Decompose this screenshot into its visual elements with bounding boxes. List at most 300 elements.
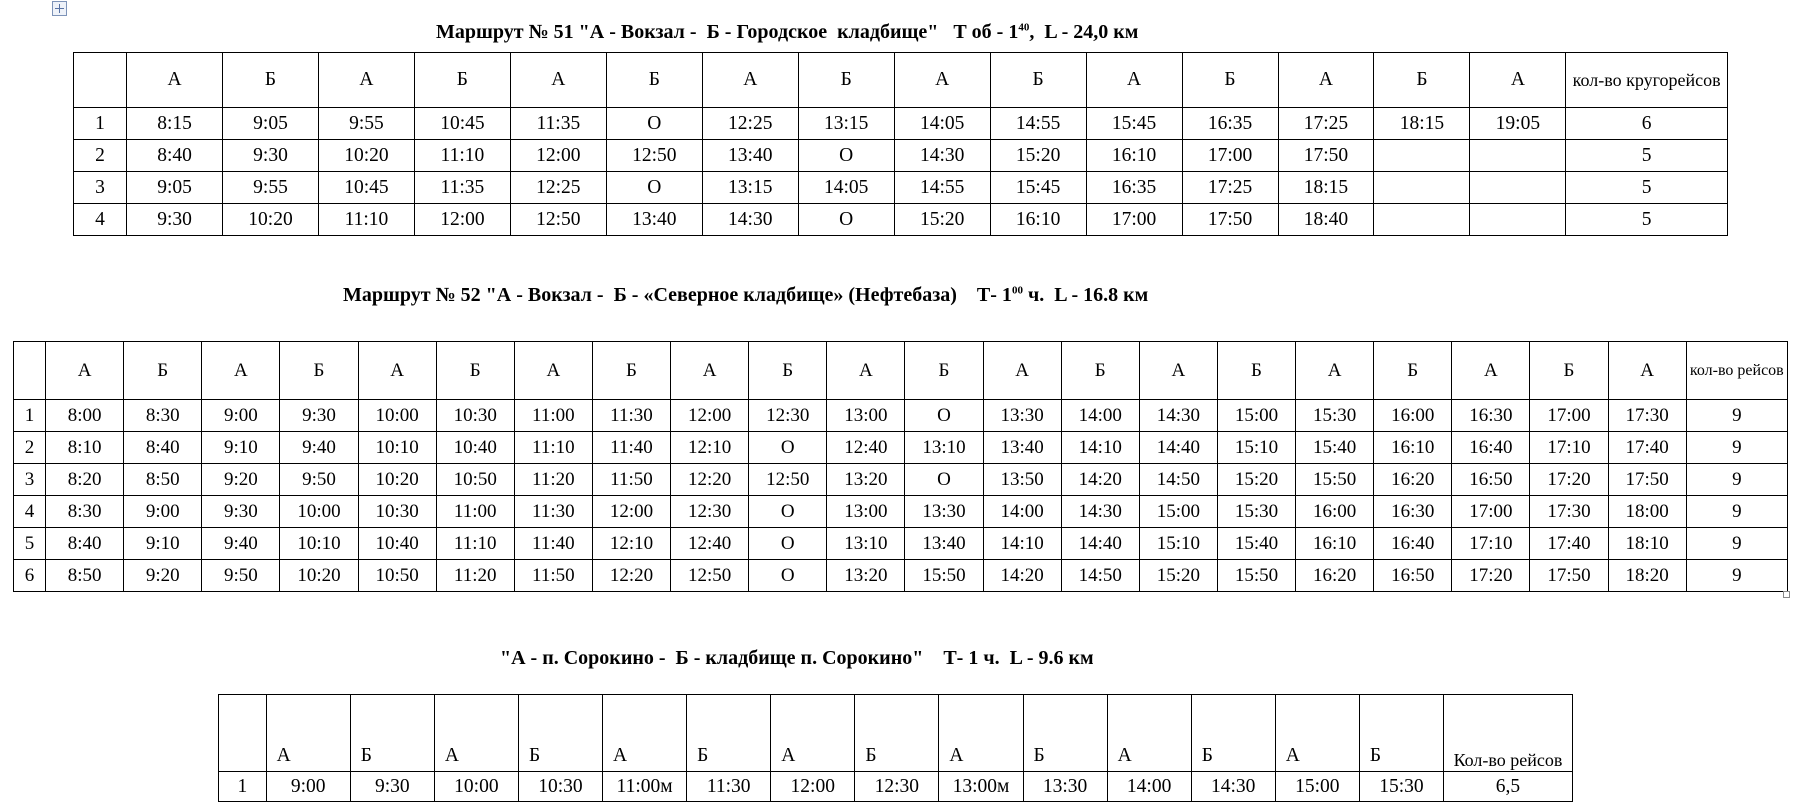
stop-header-cell: А — [318, 53, 414, 108]
departure-time-cell: 9:30 — [280, 400, 358, 432]
departure-time-cell: 9:10 — [202, 432, 280, 464]
departure-time-cell: 14:30 — [894, 140, 990, 172]
departure-time-cell: 12:40 — [671, 528, 749, 560]
trip-count-cell: 6 — [1566, 108, 1728, 140]
trip-count-cell: 6,5 — [1443, 772, 1572, 802]
departure-time-cell: 9:50 — [202, 560, 280, 592]
header-row — [219, 695, 1573, 772]
table-row — [219, 772, 1573, 802]
departure-time-cell: 10:40 — [358, 528, 436, 560]
stop-header-cell: Б — [1191, 695, 1275, 772]
departure-time-cell: 11:30 — [514, 496, 592, 528]
departure-time-cell: 11:50 — [514, 560, 592, 592]
departure-time-cell: 14:10 — [983, 528, 1061, 560]
departure-time-cell: 15:30 — [1359, 772, 1443, 802]
stop-header-cell: А — [983, 342, 1061, 400]
table-row — [74, 108, 1728, 140]
departure-time-cell: 9:55 — [318, 108, 414, 140]
departure-time-cell: 15:40 — [1217, 528, 1295, 560]
departure-time-cell: О — [749, 528, 827, 560]
departure-time-cell: 13:00 — [827, 400, 905, 432]
stop-header-cell: А — [46, 342, 124, 400]
departure-time-cell — [1470, 204, 1566, 236]
departure-time-cell: 16:10 — [990, 204, 1086, 236]
departure-time-cell: 11:10 — [318, 204, 414, 236]
departure-time-cell: 11:35 — [510, 108, 606, 140]
departure-time-cell: 8:30 — [124, 400, 202, 432]
departure-time-cell: 11:00 — [436, 496, 514, 528]
departure-time-cell: 16:30 — [1452, 400, 1530, 432]
stop-header-cell: А — [1107, 695, 1191, 772]
departure-time-cell: 13:50 — [983, 464, 1061, 496]
departure-time-cell: 16:10 — [1296, 528, 1374, 560]
stop-header-cell: Б — [1530, 342, 1608, 400]
departure-time-cell: 14:00 — [1061, 400, 1139, 432]
route52-table — [13, 341, 1788, 592]
departure-time-cell: 12:40 — [827, 432, 905, 464]
route52-title: Маршрут № 52 "А - Вокзал - Б - «Северное кладбище» (Нефтебаза) Т- $1^{00}$ ч. L - 16.8 км — [343, 284, 1149, 306]
departure-time-cell: 17:25 — [1182, 172, 1278, 204]
stop-header-cell: Б — [436, 342, 514, 400]
departure-time-cell: 12:10 — [671, 432, 749, 464]
header-corner-cell — [14, 342, 46, 400]
row-number-cell: 4 — [74, 204, 127, 236]
departure-time-cell: О — [905, 400, 983, 432]
departure-time-cell: 14:40 — [1139, 432, 1217, 464]
departure-time-cell: 14:30 — [1191, 772, 1275, 802]
departure-time-cell: 8:40 — [124, 432, 202, 464]
departure-time-cell: 19:05 — [1470, 108, 1566, 140]
route51-table — [73, 52, 1728, 236]
stop-header-cell: Б — [606, 53, 702, 108]
departure-time-cell: 12:00 — [671, 400, 749, 432]
departure-time-cell: 12:10 — [592, 528, 670, 560]
departure-time-cell: О — [798, 140, 894, 172]
departure-time-cell: 13:40 — [905, 528, 983, 560]
departure-time-cell: 13:30 — [1023, 772, 1107, 802]
departure-time-cell: 12:30 — [855, 772, 939, 802]
stop-header-cell: Б — [592, 342, 670, 400]
table-row — [14, 560, 1788, 592]
departure-time-cell: 14:05 — [894, 108, 990, 140]
departure-time-cell: 17:00 — [1530, 400, 1608, 432]
stop-header-cell: А — [939, 695, 1023, 772]
stop-header-cell: Б — [1061, 342, 1139, 400]
departure-time-cell: 14:00 — [1107, 772, 1191, 802]
stop-header-cell: А — [514, 342, 592, 400]
departure-time-cell: 9:20 — [202, 464, 280, 496]
departure-time-cell: 9:10 — [124, 528, 202, 560]
departure-time-cell: 15:00 — [1217, 400, 1295, 432]
row-number-cell: 1 — [14, 400, 46, 432]
departure-time-cell: 13:30 — [983, 400, 1061, 432]
departure-time-cell: 17:40 — [1608, 432, 1686, 464]
stop-header-cell: А — [1608, 342, 1686, 400]
departure-time-cell: О — [749, 560, 827, 592]
departure-time-cell: 17:20 — [1530, 464, 1608, 496]
departure-time-cell: 15:10 — [1217, 432, 1295, 464]
departure-time-cell: О — [606, 108, 702, 140]
stop-header-cell: А — [1086, 53, 1182, 108]
departure-time-cell: 14:50 — [1061, 560, 1139, 592]
departure-time-cell: 16:00 — [1374, 400, 1452, 432]
departure-time-cell: 17:30 — [1608, 400, 1686, 432]
departure-time-cell: 12:20 — [592, 560, 670, 592]
departure-time-cell: 13:10 — [827, 528, 905, 560]
departure-time-cell: 17:50 — [1182, 204, 1278, 236]
stop-header-cell: Б — [414, 53, 510, 108]
departure-time-cell: 11:40 — [514, 528, 592, 560]
departure-time-cell: 16:50 — [1452, 464, 1530, 496]
departure-time-cell: 14:05 — [798, 172, 894, 204]
departure-time-cell: 16:50 — [1374, 560, 1452, 592]
departure-time-cell: 16:35 — [1182, 108, 1278, 140]
departure-time-cell: 12:25 — [702, 108, 798, 140]
departure-time-cell: 9:40 — [202, 528, 280, 560]
departure-time-cell: 8:50 — [124, 464, 202, 496]
row-number-cell: 3 — [74, 172, 127, 204]
departure-time-cell: 17:00 — [1182, 140, 1278, 172]
departure-time-cell: 8:30 — [46, 496, 124, 528]
departure-time-cell: 18:10 — [1608, 528, 1686, 560]
departure-time-cell: 11:10 — [514, 432, 592, 464]
departure-time-cell: 12:00 — [510, 140, 606, 172]
stop-header-cell: Б — [1023, 695, 1107, 772]
departure-time-cell: 17:10 — [1530, 432, 1608, 464]
departure-time-cell: 12:50 — [510, 204, 606, 236]
departure-time-cell: 16:30 — [1374, 496, 1452, 528]
route51-title: Маршрут № 51 "А - Вокзал - Б - Городское кладбище" Т об - $1^{40}$, L - 24,0 км — [436, 21, 1139, 43]
departure-time-cell: 18:00 — [1608, 496, 1686, 528]
departure-time-cell: 14:40 — [1061, 528, 1139, 560]
stop-header-cell: Б — [1374, 342, 1452, 400]
header-corner-cell — [219, 695, 267, 772]
departure-time-cell: 14:55 — [894, 172, 990, 204]
stop-header-cell: Б — [350, 695, 434, 772]
departure-time-cell: 15:45 — [990, 172, 1086, 204]
table-row — [14, 464, 1788, 496]
departure-time-cell: 11:20 — [436, 560, 514, 592]
stop-header-cell: А — [671, 342, 749, 400]
departure-time-cell: 11:10 — [436, 528, 514, 560]
departure-time-cell: 18:20 — [1608, 560, 1686, 592]
row-number-cell: 5 — [14, 528, 46, 560]
departure-time-cell: 17:50 — [1530, 560, 1608, 592]
table-move-handle-icon[interactable] — [52, 1, 67, 16]
table-row — [14, 400, 1788, 432]
stop-header-cell: Б — [1182, 53, 1278, 108]
stop-header-cell: Б — [1217, 342, 1295, 400]
departure-time-cell: 14:30 — [702, 204, 798, 236]
trip-count-cell: 9 — [1686, 560, 1787, 592]
departure-time-cell: О — [749, 432, 827, 464]
departure-time-cell: 9:40 — [280, 432, 358, 464]
stop-header-cell: Б — [687, 695, 771, 772]
departure-time-cell: 9:30 — [202, 496, 280, 528]
departure-time-cell: 9:30 — [350, 772, 434, 802]
departure-time-cell: 18:40 — [1278, 204, 1374, 236]
stop-header-cell: Б — [280, 342, 358, 400]
departure-time-cell: 15:10 — [1139, 528, 1217, 560]
departure-time-cell: 13:40 — [702, 140, 798, 172]
departure-time-cell — [1374, 172, 1470, 204]
departure-time-cell: 9:20 — [124, 560, 202, 592]
departure-time-cell: 12:50 — [749, 464, 827, 496]
departure-time-cell: 18:15 — [1278, 172, 1374, 204]
departure-time-cell: 10:50 — [436, 464, 514, 496]
trip-count-cell: 5 — [1566, 204, 1728, 236]
row-number-cell: 4 — [14, 496, 46, 528]
header-row — [74, 53, 1728, 108]
departure-time-cell: 14:30 — [1139, 400, 1217, 432]
departure-time-cell: 15:00 — [1275, 772, 1359, 802]
departure-time-cell: 16:40 — [1452, 432, 1530, 464]
stop-header-cell: А — [434, 695, 518, 772]
departure-time-cell: 15:00 — [1139, 496, 1217, 528]
stop-header-cell: А — [1452, 342, 1530, 400]
departure-time-cell: 15:45 — [1086, 108, 1182, 140]
departure-time-cell: 17:00 — [1086, 204, 1182, 236]
departure-time-cell: 15:20 — [1217, 464, 1295, 496]
departure-time-cell: 10:00 — [280, 496, 358, 528]
table-row — [14, 432, 1788, 464]
departure-time-cell: 11:10 — [414, 140, 510, 172]
trip-count-header: кол-во кругорейсов — [1566, 53, 1728, 108]
departure-time-cell: 16:10 — [1086, 140, 1182, 172]
departure-time-cell: 14:20 — [983, 560, 1061, 592]
departure-time-cell: 11:00 — [514, 400, 592, 432]
stop-header-cell: А — [827, 342, 905, 400]
trip-count-cell: 5 — [1566, 140, 1728, 172]
departure-time-cell: 13:00м — [939, 772, 1023, 802]
departure-time-cell: 17:30 — [1530, 496, 1608, 528]
departure-time-cell — [1470, 140, 1566, 172]
stop-header-cell: Б — [749, 342, 827, 400]
stop-header-cell: А — [771, 695, 855, 772]
departure-time-cell: 12:20 — [671, 464, 749, 496]
departure-time-cell: 17:40 — [1530, 528, 1608, 560]
stop-header-cell: А — [1275, 695, 1359, 772]
departure-time-cell: 12:00 — [592, 496, 670, 528]
departure-time-cell: 14:10 — [1061, 432, 1139, 464]
departure-time-cell: 16:35 — [1086, 172, 1182, 204]
departure-time-cell: 9:30 — [127, 204, 223, 236]
stop-header-cell: Б — [798, 53, 894, 108]
stop-header-cell: А — [202, 342, 280, 400]
departure-time-cell: 9:00 — [124, 496, 202, 528]
departure-time-cell: 9:00 — [202, 400, 280, 432]
row-number-cell: 1 — [219, 772, 267, 802]
departure-time-cell: 10:00 — [358, 400, 436, 432]
departure-time-cell: 15:50 — [1217, 560, 1295, 592]
departure-time-cell: 17:20 — [1452, 560, 1530, 592]
trip-count-cell: 9 — [1686, 400, 1787, 432]
departure-time-cell: 12:50 — [671, 560, 749, 592]
stop-header-cell: А — [603, 695, 687, 772]
table-row — [74, 204, 1728, 236]
trip-count-cell: 9 — [1686, 528, 1787, 560]
departure-time-cell: 8:50 — [46, 560, 124, 592]
departure-time-cell: 9:05 — [127, 172, 223, 204]
stop-header-cell: Б — [990, 53, 1086, 108]
departure-time-cell: 14:00 — [983, 496, 1061, 528]
departure-time-cell — [1470, 172, 1566, 204]
departure-time-cell: 11:40 — [592, 432, 670, 464]
departure-time-cell: О — [606, 172, 702, 204]
departure-time-cell: 10:45 — [414, 108, 510, 140]
departure-time-cell: 14:20 — [1061, 464, 1139, 496]
departure-time-cell: 17:50 — [1278, 140, 1374, 172]
stop-header-cell: А — [510, 53, 606, 108]
departure-time-cell: 16:40 — [1374, 528, 1452, 560]
departure-time-cell: 15:20 — [1139, 560, 1217, 592]
trip-count-cell: 9 — [1686, 464, 1787, 496]
departure-time-cell: 12:25 — [510, 172, 606, 204]
departure-time-cell: 10:20 — [223, 204, 319, 236]
departure-time-cell: 8:10 — [46, 432, 124, 464]
stop-header-cell: А — [1470, 53, 1566, 108]
route3-table — [218, 694, 1573, 802]
departure-time-cell: 11:50 — [592, 464, 670, 496]
departure-time-cell: 16:10 — [1374, 432, 1452, 464]
table-row — [14, 528, 1788, 560]
departure-time-cell: 11:30 — [592, 400, 670, 432]
stop-header-cell: А — [127, 53, 223, 108]
departure-time-cell: 9:30 — [223, 140, 319, 172]
stop-header-cell: А — [894, 53, 990, 108]
departure-time-cell: 14:30 — [1061, 496, 1139, 528]
departure-time-cell: 13:10 — [905, 432, 983, 464]
departure-time-cell: 15:30 — [1296, 400, 1374, 432]
trip-count-cell: 9 — [1686, 496, 1787, 528]
departure-time-cell: О — [798, 204, 894, 236]
departure-time-cell: 10:20 — [358, 464, 436, 496]
table-row — [14, 496, 1788, 528]
stop-header-cell: Б — [905, 342, 983, 400]
departure-time-cell: 12:00 — [414, 204, 510, 236]
departure-time-cell — [1374, 140, 1470, 172]
stop-header-cell: Б — [1374, 53, 1470, 108]
departure-time-cell: 10:10 — [280, 528, 358, 560]
departure-time-cell: 11:20 — [514, 464, 592, 496]
departure-time-cell: 10:00 — [434, 772, 518, 802]
departure-time-cell: 11:35 — [414, 172, 510, 204]
departure-time-cell: 10:40 — [436, 432, 514, 464]
table-resize-handle-icon[interactable] — [1783, 591, 1790, 598]
departure-time-cell: 10:45 — [318, 172, 414, 204]
trip-count-header: Кол-во рейсов — [1443, 695, 1572, 772]
departure-time-cell: 17:50 — [1608, 464, 1686, 496]
departure-time-cell: 15:50 — [1296, 464, 1374, 496]
departure-time-cell: 16:00 — [1296, 496, 1374, 528]
route3-title: "А - п. Сорокино - Б - кладбище п. Сорокино" Т- 1 ч. L - 9.6 км — [500, 647, 1094, 669]
trip-count-cell: 9 — [1686, 432, 1787, 464]
departure-time-cell: 13:15 — [798, 108, 894, 140]
table-row — [74, 140, 1728, 172]
stop-header-cell: А — [1278, 53, 1374, 108]
departure-time-cell — [1374, 204, 1470, 236]
departure-time-cell: 12:00 — [771, 772, 855, 802]
departure-time-cell: 13:00 — [827, 496, 905, 528]
departure-time-cell: 13:15 — [702, 172, 798, 204]
departure-time-cell: 10:20 — [318, 140, 414, 172]
departure-time-cell: 13:40 — [983, 432, 1061, 464]
departure-time-cell: 13:20 — [827, 464, 905, 496]
departure-time-cell: 14:55 — [990, 108, 1086, 140]
departure-time-cell: 10:30 — [436, 400, 514, 432]
departure-time-cell: О — [905, 464, 983, 496]
stop-header-cell: Б — [855, 695, 939, 772]
departure-time-cell: 10:50 — [358, 560, 436, 592]
departure-time-cell: 17:10 — [1452, 528, 1530, 560]
row-number-cell: 2 — [14, 432, 46, 464]
departure-time-cell: 8:40 — [127, 140, 223, 172]
departure-time-cell: О — [749, 496, 827, 528]
departure-time-cell: 13:30 — [905, 496, 983, 528]
departure-time-cell: 15:20 — [894, 204, 990, 236]
row-number-cell: 3 — [14, 464, 46, 496]
table-row — [74, 172, 1728, 204]
departure-time-cell: 10:30 — [518, 772, 602, 802]
trip-count-header: кол-во рейсов — [1686, 342, 1787, 400]
departure-time-cell: 11:00м — [603, 772, 687, 802]
header-corner-cell — [74, 53, 127, 108]
departure-time-cell: 14:50 — [1139, 464, 1217, 496]
row-number-cell: 6 — [14, 560, 46, 592]
departure-time-cell: 15:40 — [1296, 432, 1374, 464]
departure-time-cell: 9:55 — [223, 172, 319, 204]
departure-time-cell: 10:30 — [358, 496, 436, 528]
trip-count-cell: 5 — [1566, 172, 1728, 204]
header-row — [14, 342, 1788, 400]
departure-time-cell: 17:00 — [1452, 496, 1530, 528]
departure-time-cell: 15:20 — [990, 140, 1086, 172]
departure-time-cell: 9:05 — [223, 108, 319, 140]
stop-header-cell: Б — [518, 695, 602, 772]
stop-header-cell: Б — [1359, 695, 1443, 772]
stop-header-cell: А — [702, 53, 798, 108]
departure-time-cell: 11:30 — [687, 772, 771, 802]
departure-time-cell: 17:25 — [1278, 108, 1374, 140]
stop-header-cell: А — [1139, 342, 1217, 400]
departure-time-cell: 10:10 — [358, 432, 436, 464]
departure-time-cell: 12:50 — [606, 140, 702, 172]
departure-time-cell: 16:20 — [1296, 560, 1374, 592]
departure-time-cell: 8:15 — [127, 108, 223, 140]
row-number-cell: 2 — [74, 140, 127, 172]
departure-time-cell: 15:30 — [1217, 496, 1295, 528]
departure-time-cell: 9:50 — [280, 464, 358, 496]
departure-time-cell: 10:20 — [280, 560, 358, 592]
stop-header-cell: А — [1296, 342, 1374, 400]
departure-time-cell: 13:40 — [606, 204, 702, 236]
departure-time-cell: 12:30 — [671, 496, 749, 528]
stop-header-cell: Б — [223, 53, 319, 108]
stop-header-cell: Б — [124, 342, 202, 400]
departure-time-cell: 9:00 — [266, 772, 350, 802]
departure-time-cell: 18:15 — [1374, 108, 1470, 140]
departure-time-cell: 8:40 — [46, 528, 124, 560]
departure-time-cell: 13:20 — [827, 560, 905, 592]
departure-time-cell: 8:00 — [46, 400, 124, 432]
stop-header-cell: А — [266, 695, 350, 772]
departure-time-cell: 15:50 — [905, 560, 983, 592]
departure-time-cell: 12:30 — [749, 400, 827, 432]
departure-time-cell: 8:20 — [46, 464, 124, 496]
stop-header-cell: А — [358, 342, 436, 400]
departure-time-cell: 16:20 — [1374, 464, 1452, 496]
row-number-cell: 1 — [74, 108, 127, 140]
